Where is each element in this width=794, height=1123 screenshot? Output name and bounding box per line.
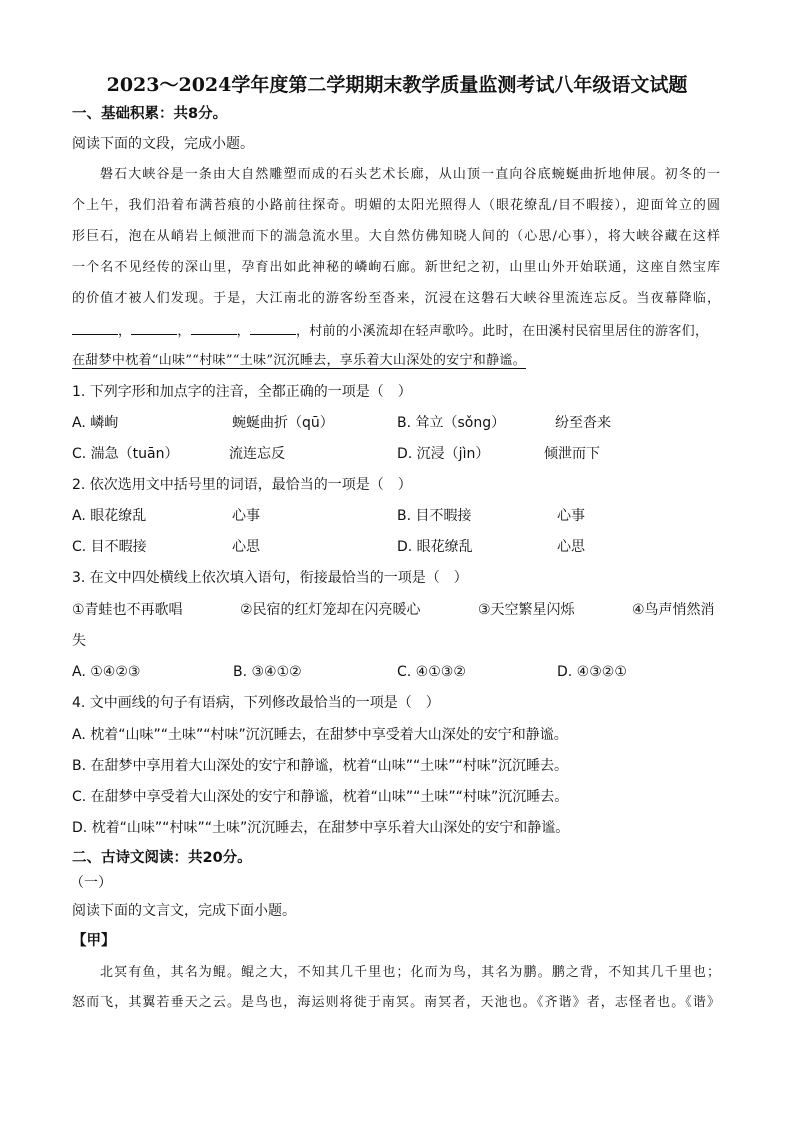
q2-option-a[interactable]: A. 眼花缭乱 — [72, 508, 147, 524]
q4-stem: 4. 文中画线的句子有语病，下列修改最恰当的一项是（ ） — [72, 695, 440, 711]
q4-option-d[interactable]: D. 枕着“山味”“村味”“土味”沉沉睡去，在甜梦中享乐着大山深处的安宁和静谧。 — [72, 820, 570, 836]
q3-option-b[interactable]: B. ③④①② — [233, 664, 302, 680]
q4-option-c[interactable]: C. 在甜梦中享受着大山深处的安宁和静谧，枕着“山味”“土味”“村味”沉沉睡去。 — [72, 789, 569, 805]
q1-option-c[interactable]: C. 湍急（tuān） — [72, 446, 179, 462]
passage-line-5: 的价值才被人们发现。于是，大江南北的游客纷至沓来，沉浸在这磐石大峡谷里流连忘反。当夜幕降临， — [72, 291, 720, 306]
section1-intro: 阅读下面的文段，完成小题。 — [72, 136, 254, 152]
fill-blank-1[interactable] — [72, 320, 118, 335]
q2-option-d-extra: 心思 — [557, 539, 585, 555]
classical-line-1: 北冥有鱼，其名为鲲。鲲之大，不知其几千里也；化而为鸟，其名为鹏。鹏之背，不知其几千里也； — [100, 965, 720, 980]
fill-blank-4[interactable] — [250, 320, 296, 335]
classical-line-2: 怒而飞，其翼若垂天之云。是鸟也，海运则将徙于南冥。南冥者，天池也。《齐谐》者，志怪者也。《谐》 — [72, 995, 720, 1010]
q1-option-b-extra: 纷至沓来 — [555, 415, 611, 431]
q3-stem: 3. 在文中四处横线上依次填入语句，衔接最恰当的一项是（ ） — [72, 570, 468, 586]
q2-option-c-extra: 心思 — [232, 539, 260, 555]
section1-heading: 一、基础积累：共8分。 — [72, 106, 228, 122]
q2-stem: 2. 依次选用文中括号里的词语，最恰当的一项是（ ） — [72, 477, 412, 493]
q1-option-d-extra: 倾泄而下 — [544, 446, 600, 462]
passage-line-6: ， ， ， ，村前的小溪流却在轻声歌吟。此时，在田溪村民宿里居住的游客们， — [72, 320, 708, 342]
section2-subheading: （一） — [70, 875, 112, 891]
q1-stem: 1. 下列字形和加点字的注音，全都正确的一项是（ ） — [72, 384, 412, 400]
q2-option-b[interactable]: B. 目不暇接 — [397, 508, 472, 524]
passage-line-6-tail: ，村前的小溪流却在轻声歌吟。此时，在田溪村民宿里居住的游客们， — [295, 324, 709, 339]
q2-option-b-extra: 心事 — [557, 508, 585, 524]
q4-option-a[interactable]: A. 枕着“山味”“土味”“村味”沉沉睡去，在甜梦中享受着大山深处的安宁和静谧。 — [72, 727, 568, 743]
q1-option-c-extra: 流连忘反 — [229, 446, 285, 462]
q1-option-d[interactable]: D. 沉浸（jìn） — [397, 446, 490, 462]
passage-line-7 — [72, 351, 526, 371]
q2-option-a-extra: 心事 — [232, 508, 260, 524]
q3-option-c[interactable]: C. ④①③② — [397, 664, 466, 680]
q3-sentence-3: ③天空繁星闪烁 — [478, 602, 575, 618]
q3-sentence-4-cont: 失 — [72, 633, 86, 649]
q4-option-b[interactable]: B. 在甜梦中享用着大山深处的安宁和静谧，枕着“山味”“土味”“村味”沉沉睡去。 — [72, 758, 569, 774]
q3-sentence-4: ④鸟声悄然消 — [632, 602, 715, 618]
passage-line-3: 形巨石，泡在从峭岩上倾泄而下的湍急流水里。大自然仿佛知晓人间的（心思/心事），将大峡谷藏在这样 — [72, 229, 720, 244]
q1-option-b[interactable]: B. 耸立（sǒng） — [397, 415, 506, 431]
q1-option-a[interactable]: A. 嶙峋 — [72, 415, 119, 431]
q3-sentence-2: ②民宿的红灯笼却在闪亮暖心 — [240, 602, 421, 618]
fill-blank-3[interactable] — [191, 320, 237, 335]
underlined-sentence: 在甜梦中枕着“山味”“村味”“土味”沉沉睡去，享乐着大山深处的安宁和静谧。 — [72, 353, 526, 368]
q2-option-d[interactable]: D. 眼花缭乱 — [397, 539, 473, 555]
q3-sentence-1: ①青蛙也不再歌唱 — [72, 602, 183, 618]
section2-intro: 阅读下面的文言文，完成下面小题。 — [72, 903, 296, 919]
passage-line-1: 磐石大峡谷是一条由大自然雕塑而成的石头艺术长廊，从山顶一直向谷底蜿蜒曲折地伸展。初冬的一 — [100, 167, 720, 182]
passage-line-2: 个上午，我们沿着布满苔痕的小路前往探奇。明媚的太阳光照得人（眼花缭乱/目不暇接），迎面耸立的圆 — [72, 198, 720, 213]
q1-option-a-extra: 蜿蜒曲折（qū） — [232, 415, 334, 431]
passage-jia-label: 【甲】 — [72, 933, 116, 949]
q2-option-c[interactable]: C. 目不暇接 — [72, 539, 147, 555]
exam-title: 2023～2024学年度第二学期期末教学质量监测考试八年级语文试题 — [106, 74, 688, 96]
q3-option-a[interactable]: A. ①④②③ — [72, 664, 141, 680]
passage-line-4: 一个名不见经传的深山里，孕育出如此神秘的嶙峋石廊。新世纪之初，山里山外开始联通，这座自然宝库 — [72, 260, 720, 275]
section2-heading: 二、古诗文阅读：共20分。 — [72, 850, 252, 866]
fill-blank-2[interactable] — [131, 320, 177, 335]
q3-option-d[interactable]: D. ④③②① — [557, 664, 627, 680]
